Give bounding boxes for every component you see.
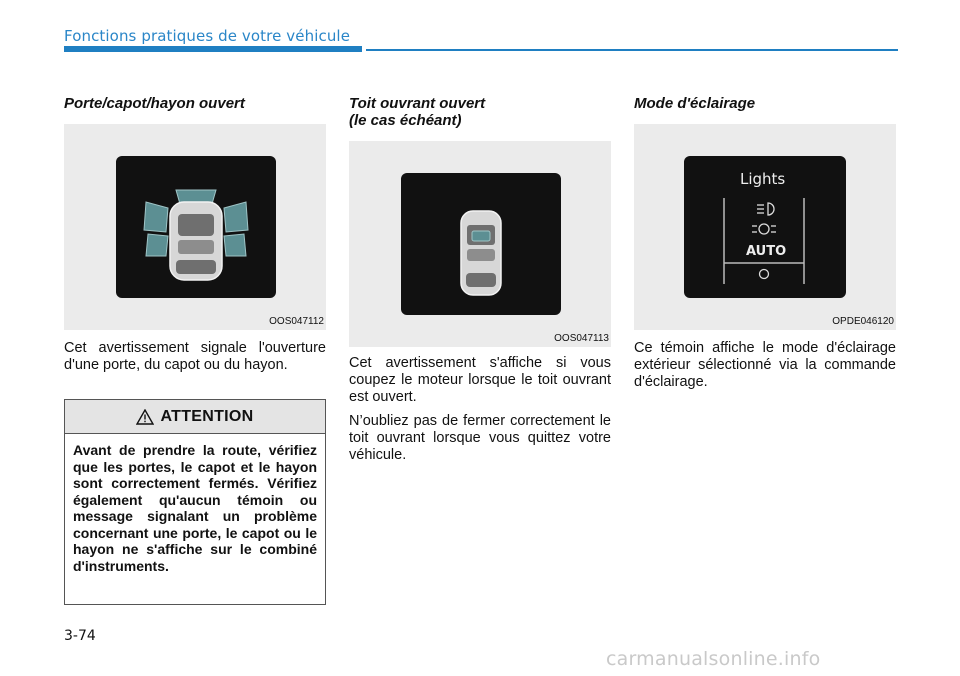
sunroof-open-text [349,355,611,471]
attention-text: Avant de prendre la route, vérifiez que les portes, le capot et le hayon sont correctement fermés. Vérifiez également qu'aucun témoin ou message signalant un problème concernant une porte, le capot ou le hayon ne s'affiche sur le combiné d'instruments. [73,442,317,574]
door-open-title: Porte/capot/hayon ouvert [64,95,245,112]
lighting-mode-figure [634,124,896,330]
page-number: 3-74 [64,628,96,644]
paragraph: Cet avertissement s'affiche si vous coupez le moteur lorsque le toit ouvrant est ouvert. [349,355,611,405]
figure-code: OOS047112 [269,316,324,327]
header-rule-thin [366,49,898,51]
door-open-text [64,340,326,381]
attention-header [65,400,325,434]
sunroof-title-line2: (le cas échéant) [349,112,462,129]
section-header-title: Fonctions pratiques de votre véhicule [64,27,351,45]
sunroof-open-figure [349,141,611,347]
figure-code: OPDE046120 [832,316,894,327]
door-open-figure [64,124,326,330]
lighting-mode-text [634,340,896,398]
paragraph: Ce témoin affiche le mode d'éclairage extérieur sélectionné via la commande d'éclairage. [634,340,896,390]
auto-label: AUTO [746,244,787,259]
lights-heading: Lights [740,170,786,188]
sunroof-title-line1: Toit ouvrant ouvert [349,95,486,112]
lighting-mode-title: Mode d'éclairage [634,95,756,112]
figure-code: OOS047113 [554,333,609,344]
off-icon [760,270,769,279]
car-sunroof-open-icon [401,173,561,315]
paragraph: Cet avertissement signale l'ouverture d'une porte, du capot ou du hayon. [64,340,326,373]
attention-title: ATTENTION [160,407,254,425]
position-lamp-icon [752,224,776,234]
sunroof-open-display [401,173,561,315]
car-doors-open-icon [116,156,276,298]
attention-box [64,399,326,605]
headlamp-icon [757,203,774,215]
lighting-mode-graphic [684,156,846,298]
sunroof-open-title [349,95,485,129]
header-rule-thick [64,46,362,52]
door-open-display [116,156,276,298]
watermark[interactable]: carmanualsonline.info [606,648,821,670]
lighting-mode-display [684,156,846,298]
warning-triangle-icon [136,409,154,425]
paragraph: N’oubliez pas de fermer correctement le toit ouvrant lorsque vous quittez votre véhicule. [349,413,611,463]
